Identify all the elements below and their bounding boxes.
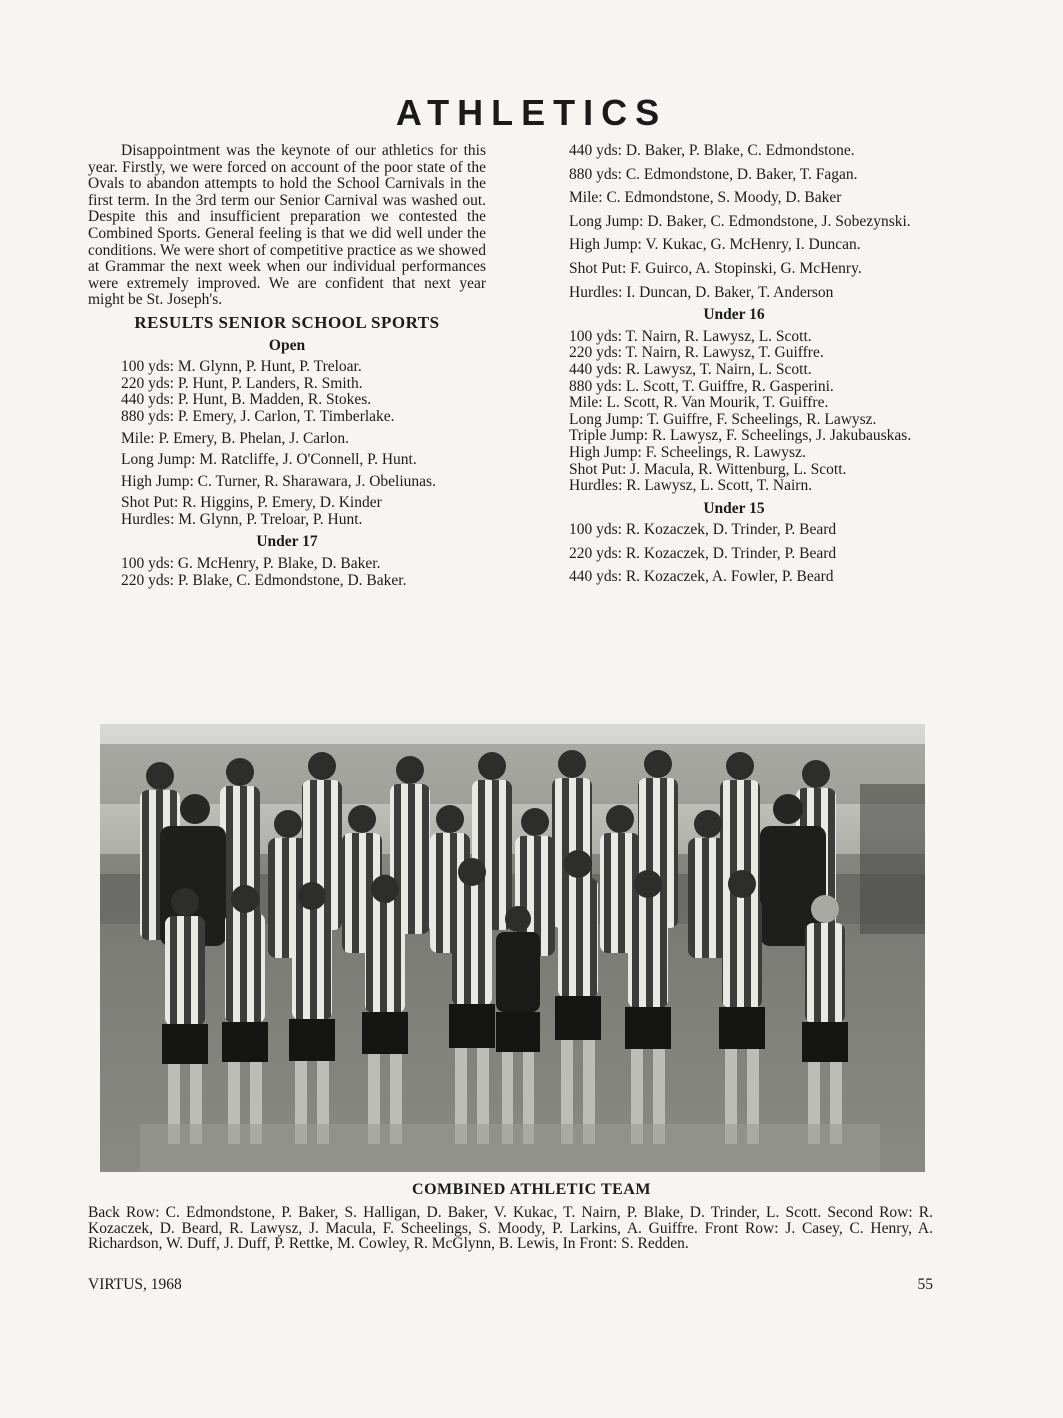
under16-result-line: Shot Put: J. Macula, R. Wittenburg, L. Scott. [569, 460, 847, 478]
open-result-line: 440 yds: P. Hunt, B. Madden, R. Stokes. [121, 391, 372, 409]
results-heading: RESULTS SENIOR SCHOOL SPORTS [134, 312, 440, 332]
open-result-line: 220 yds: P. Hunt, P. Landers, R. Smith. [121, 374, 363, 392]
photo-caption: Back Row: C. Edmondstone, P. Baker, S. Halligan, D. Baker, V. Kukac, T. Nairn, P. Blake, D. Trinder, L. Scott. Second Row: R. Kozaczek, D. Beard, R. Lawysz, J. Macula, F. Scheelings, S. Moody, P. Larkins, A. Guiffre. Front Row: J. Casey, C. Henry, A. Richardson, W. Duff, J. Duff, P. Rettke, M. Cowley, R. McGlynn, B. Lewis, In Front: S. Redden. [88, 1204, 933, 1252]
intro-paragraph: Disappointment was the keynote of our athletics for this year. Firstly, we were forced on account of the poor state of the Ovals to abandon attempts to hold the School Carnivals in the first term. In the 3rd term our Senior Carnival was washed out. Despite this and insufficient preparation we contested the Combined Sports. General feeling is that we did well under the conditions. We were short of competitive practice as we showed at Grammar the next week when our individual performances were extremely improved. We are confident that next year might be St. Joseph's. [88, 142, 486, 309]
right-column [536, 143, 932, 586]
under17-result-line: Long Jump: D. Baker, C. Edmondstone, J. Sobezynski. [569, 212, 911, 230]
under15-result-line: 440 yds: R. Kozaczek, A. Fowler, P. Beard [569, 568, 834, 586]
team-photo [100, 724, 925, 1172]
open-result-line: Long Jump: M. Ratcliffe, J. O'Connell, P. Hunt. [121, 451, 417, 469]
page-number: 55 [917, 1276, 933, 1293]
under17-result-line: 880 yds: C. Edmondstone, D. Baker, T. Fagan. [569, 165, 858, 183]
open-result-line: High Jump: C. Turner, R. Sharawara, J. Obeliunas. [121, 472, 436, 490]
under17-result-line: 100 yds: G. McHenry, P. Blake, D. Baker. [121, 555, 381, 573]
open-result-line: Hurdles: M. Glynn, P. Treloar, P. Hunt. [121, 510, 363, 528]
under15-result-line: 220 yds: R. Kozaczek, D. Trinder, P. Beard [569, 544, 837, 562]
under16-result-line: Hurdles: R. Lawysz, L. Scott, T. Nairn. [569, 477, 813, 495]
page-title: ATHLETICS [395, 92, 668, 133]
under16-heading: Under 16 [703, 306, 765, 324]
team-photo-illustration [100, 724, 925, 1172]
open-result-line: Shot Put: R. Higgins, P. Emery, D. Kinder [121, 494, 382, 512]
photo-caption-title: COMBINED ATHLETIC TEAM [412, 1181, 651, 1198]
under16-result-line: Triple Jump: R. Lawysz, F. Scheelings, J. Jakubauskas. [569, 427, 912, 445]
under17-result-line: 440 yds: D. Baker, P. Blake, C. Edmondstone. [569, 142, 855, 159]
open-result-line: 100 yds: M. Glynn, P. Hunt, P. Treloar. [121, 358, 362, 376]
under17-result-line: Mile: C. Edmondstone, S. Moody, D. Baker [569, 189, 842, 207]
under16-result-line: Long Jump: T. Guiffre, F. Scheelings, R. Lawysz. [569, 410, 877, 428]
open-result-line: 880 yds: P. Emery, J. Carlon, T. Timberlake. [121, 407, 395, 425]
under16-result-line: High Jump: F. Scheelings, R. Lawysz. [569, 443, 806, 461]
open-result-line: Mile: P. Emery, B. Phelan, J. Carlon. [121, 429, 350, 447]
under15-result-line: 100 yds: R. Kozaczek, D. Trinder, P. Beard [569, 521, 837, 539]
open-heading: Open [268, 336, 306, 354]
under16-result-line: 100 yds: T. Nairn, R. Lawysz, L. Scott. [569, 327, 812, 345]
footer-publication: VIRTUS, 1968 [88, 1276, 182, 1293]
under15-heading: Under 15 [703, 499, 765, 517]
left-column [88, 143, 486, 589]
under17-result-line: High Jump: V. Kukac, G. McHenry, I. Duncan. [569, 236, 861, 254]
under17-result-line: 220 yds: P. Blake, C. Edmondstone, D. Baker. [121, 571, 407, 589]
under16-result-line: Mile: L. Scott, R. Van Mourik, T. Guiffre. [569, 394, 829, 412]
under17-result-line: Hurdles: I. Duncan, D. Baker, T. Anderson [569, 283, 834, 301]
under17-result-line: Shot Put: F. Guirco, A. Stopinski, G. McHenry. [569, 259, 862, 277]
under16-result-line: 880 yds: L. Scott, T. Guiffre, R. Gasperini. [569, 377, 834, 395]
under16-result-line: 220 yds: T. Nairn, R. Lawysz, T. Guiffre. [569, 344, 824, 362]
under17-heading: Under 17 [256, 533, 318, 551]
under16-result-line: 440 yds: R. Lawysz, T. Nairn, L. Scott. [569, 360, 812, 378]
